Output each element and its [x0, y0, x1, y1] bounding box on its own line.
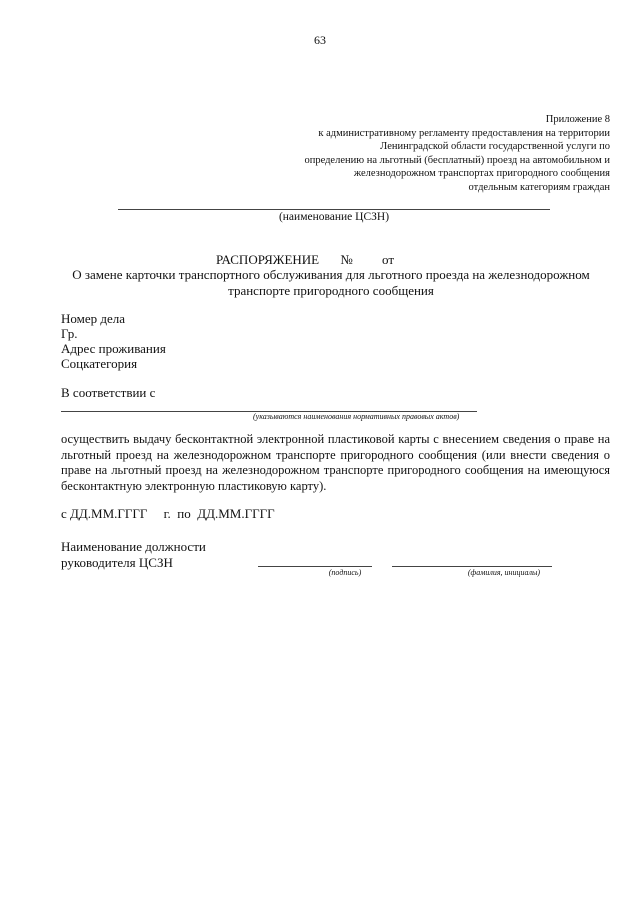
order-heading: [0, 252, 640, 268]
name-line: [392, 566, 552, 567]
signature-caption: (подпись): [328, 568, 362, 577]
appendix-line: Ленинградской области государственной услуги по: [380, 141, 610, 153]
appendix-line: железнодорожном транспортах пригородного сообщения: [353, 168, 610, 180]
order-title-line: транспорте пригородного сообщения: [228, 283, 434, 298]
order-heading-title: РАСПОРЯЖЕНИЕ: [215, 252, 320, 267]
appendix-header: [280, 113, 610, 195]
case-number-label: Номер дела: [61, 311, 126, 326]
case-fields: [61, 311, 166, 371]
appendix-line: Приложение 8: [545, 114, 610, 125]
org-name-line: [118, 209, 550, 210]
page-number: 63: [314, 33, 326, 47]
basis-text: В соответствии с: [61, 385, 156, 400]
order-body: осуществить выдачу бесконтактной электронной пластиковой карты с внесением сведения о праве на льготный проезд на железнодорожном транспорте пригородного сообщения (или внести сведения о праве на льготный проезд на железнодорожном транспорте пригородного сообщения на имеющуюся бесконтактную электронную пластиковую карту).: [61, 432, 610, 493]
name-caption: (фамилия, инициалы): [467, 568, 541, 577]
basis-caption: (указываются наименования нормативных правовых актов): [253, 412, 460, 421]
order-title: [50, 267, 612, 299]
position-line: Наименование должности: [61, 539, 206, 554]
position-line: руководителя ЦСЗН: [61, 554, 173, 570]
order-number-sign: №: [340, 252, 353, 267]
validity-period: с ДД.ММ.ГГГГ г. по ДД.ММ.ГГГГ: [61, 506, 275, 521]
appendix-line: к административному регламенту предоставления на территории: [318, 127, 610, 139]
citizen-label: Гр.: [61, 326, 78, 341]
appendix-line: определению на льготный (бесплатный) проезд на автомобильном и: [304, 154, 610, 166]
official-position: [61, 539, 206, 570]
appendix-line: отдельным категориям граждан: [468, 181, 610, 193]
order-title-line: О замене карточки транспортного обслуживания для льготного проезда на железнодорожном: [72, 267, 590, 282]
address-label: Адрес проживания: [61, 341, 166, 356]
org-name-caption: (наименование ЦСЗН): [278, 211, 390, 223]
signature-line: [258, 566, 372, 567]
order-date-word: от: [382, 252, 395, 267]
social-category-label: Соцкатегория: [61, 356, 138, 371]
